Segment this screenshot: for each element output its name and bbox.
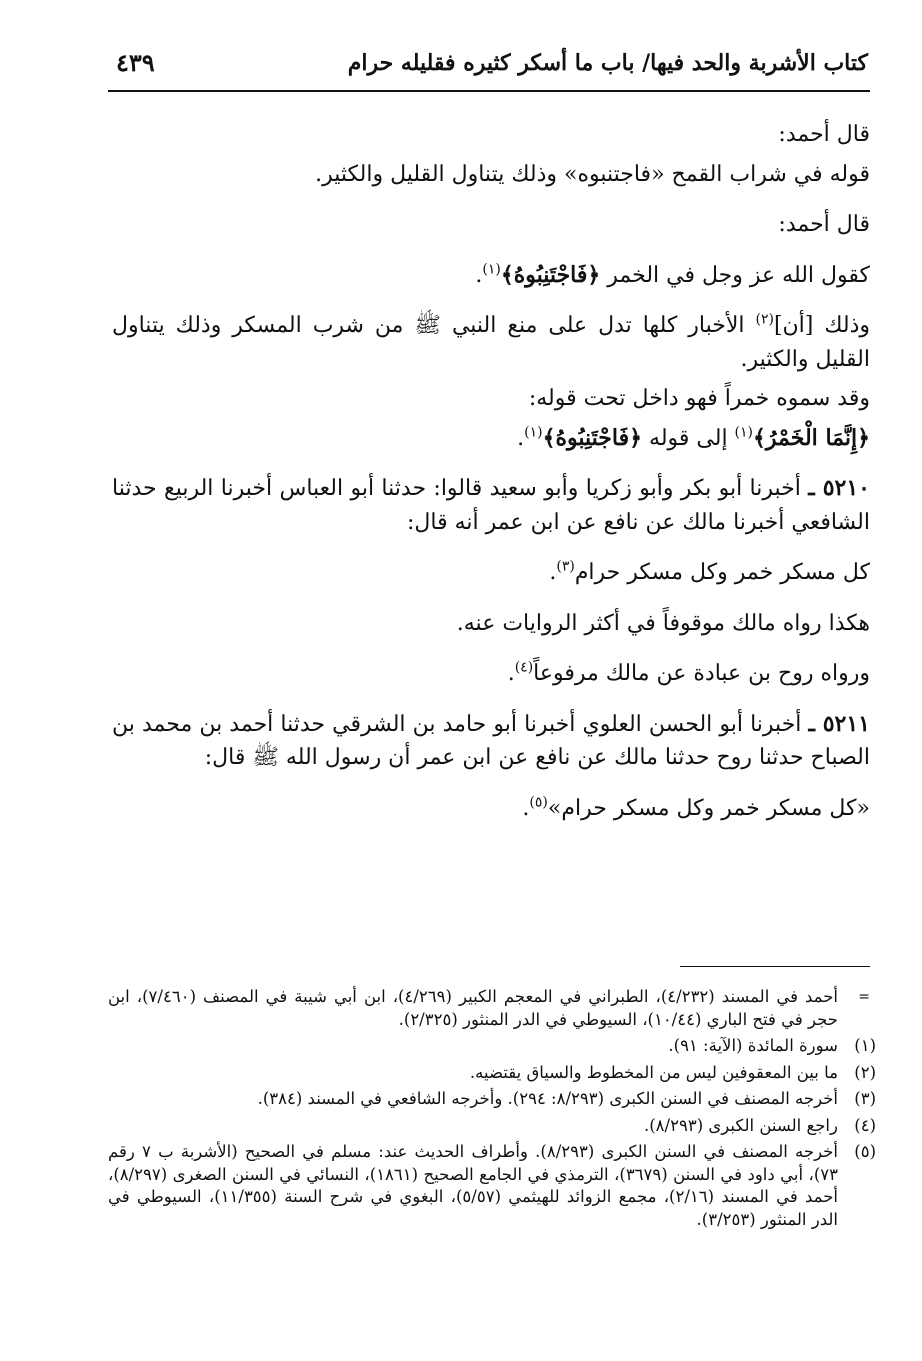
paragraph [112, 259, 870, 293]
footnote-number: (٥) [854, 1142, 876, 1161]
footnotes [108, 986, 878, 1235]
footnote [108, 1062, 878, 1085]
quran-verse: ﴿فَاجْتَنِبُوهُ﴾ [500, 261, 601, 288]
paragraph [112, 382, 870, 416]
footnote-text: أخرجه المصنف في السنن الكبرى (٨/٢٩٣: ٢٩٤). وأخرجه الشافعي في المسند (٣٨٤). [257, 1089, 838, 1108]
footnote-text: أحمد في المسند (٤/٢٣٢)، الطبراني في المعجم الكبير (٤/٢٦٩)، ابن أبي شيبة في المصنف (٧/٤٦٠)، ابن حجر في فتح الباري (١٠/٤٤)، السيوطي في الدر المنثور (٢/٣٢٥). [108, 987, 839, 1029]
quran-verse: ﴿فَاجْتَنِبُوهُ﴾ [542, 424, 643, 451]
text: كقول الله عز وجل في الخمر [607, 262, 870, 288]
paragraph [112, 158, 870, 192]
text: وذلك [أن] [773, 313, 870, 338]
text: ورواه روح بن عبادة عن مالك مرفوعاً [533, 661, 870, 686]
text: قوله في شراب القمح «فاجتنبوه» وذلك يتناول القليل والكثير. [315, 161, 870, 187]
page-number: ٤٣٩ [116, 48, 155, 77]
text: . [517, 425, 525, 451]
footnote-number: (١) [854, 1036, 876, 1055]
footnote-divider [680, 966, 870, 967]
text: أخبرنا أبو بكر وأبو زكريا وأبو سعيد قالوا: حدثنا أبو العباس أخبرنا الربيع حدثنا الشافعي أخبرنا مالك عن نافع عن ابن عمر أنه قال: [112, 476, 870, 535]
text: «كل مسكر خمر وكل مسكر حرام» [547, 795, 870, 821]
text: . [522, 795, 530, 821]
footnote-text: ما بين المعقوفين ليس من المخطوط والسياق يقتضيه. [469, 1062, 838, 1082]
footnote-text: راجع السنن الكبرى (٨/٢٩٣). [643, 1115, 838, 1135]
quran-verse: ﴿إِنَّمَا الْخَمْرُ﴾ [753, 424, 870, 451]
text: وقد سموه خمراً فهو داخل تحت قوله: [528, 386, 870, 411]
footnote-text: أخرجه المصنف في السنن الكبرى (٨/٢٩٣). وأطراف الحديث عند: مسلم في الصحيح (الأشربة ب ٧ رقم ٧٣)، أبي داود في السنن (٣٦٧٩)، الترمذي في الجامع الصحيح (١٨٦١)، النسائي في السنن الصغرى (٨/٢٩٧)، أحمد في المسند (٢/١٦)، مجمع الزوائد للهيثمي (٥/٥٧)، البغوي في شرح السنة (١١/٣٥٥)، السيوطي في الدر المنثور (٣/٢٥٣). [108, 1142, 838, 1229]
hadith-number: ٥٢١١ ـ [808, 710, 870, 737]
page-header [108, 44, 870, 92]
text: . [507, 661, 515, 686]
footnote-ref: (٢) [755, 311, 774, 328]
footnote-number: (٤) [854, 1115, 876, 1135]
paragraph [112, 556, 870, 590]
footnote-ref: (٤) [514, 659, 534, 676]
footnote-ref: (١) [524, 424, 543, 441]
footnote-ref: (١) [734, 424, 754, 441]
paragraph [112, 792, 870, 826]
footnote [108, 1035, 878, 1058]
hadith-5210 [112, 472, 870, 539]
footnote-ref: (٥) [529, 794, 548, 811]
text: هكذا رواه مالك موقوفاً في أكثر الروايات عنه. [456, 610, 870, 636]
paragraph [112, 657, 870, 691]
footnote [108, 1141, 878, 1231]
footnote [108, 1115, 878, 1138]
text: قال أحمد: [778, 122, 870, 147]
paragraph [112, 208, 870, 242]
hadith-number: ٥٢١٠ ـ [808, 475, 870, 501]
footnote-text: سورة المائدة (الآية: ٩١). [668, 1036, 838, 1055]
text: إلى قوله [642, 425, 735, 451]
paragraph [112, 309, 870, 376]
text: . [475, 262, 483, 288]
paragraph [112, 422, 870, 456]
text: قال أحمد: [778, 212, 870, 237]
footnote-ref: (٣) [556, 558, 575, 575]
footnote-number: (٣) [854, 1089, 876, 1108]
main-text [112, 118, 870, 842]
paragraph [112, 607, 870, 641]
footnote-number: (٢) [854, 1062, 876, 1082]
footnote-number: = [858, 989, 870, 1005]
text: كل مسكر خمر وكل مسكر حرام [574, 560, 870, 585]
text: . [549, 560, 557, 585]
running-title: كتاب الأشربة والحد فيها/ باب ما أسكر كثيره فقليله حرام [347, 50, 868, 76]
footnote-ref: (١) [482, 261, 501, 278]
text: أخبرنا أبو الحسن العلوي أخبرنا أبو حامد بن الشرقي حدثنا أحمد بن محمد بن الصباح حدثنا روح حدثنا مالك عن نافع عن ابن عمر أن رسول الله ﷺ قال: [112, 711, 870, 770]
hadith-5211 [112, 708, 870, 775]
paragraph [112, 118, 870, 152]
footnote [108, 1088, 878, 1111]
footnote-continuation [108, 986, 878, 1031]
text: الأخبار كلها تدل على منع النبي ﷺ من شرب المسكر وذلك يتناول القليل والكثير. [112, 313, 870, 372]
